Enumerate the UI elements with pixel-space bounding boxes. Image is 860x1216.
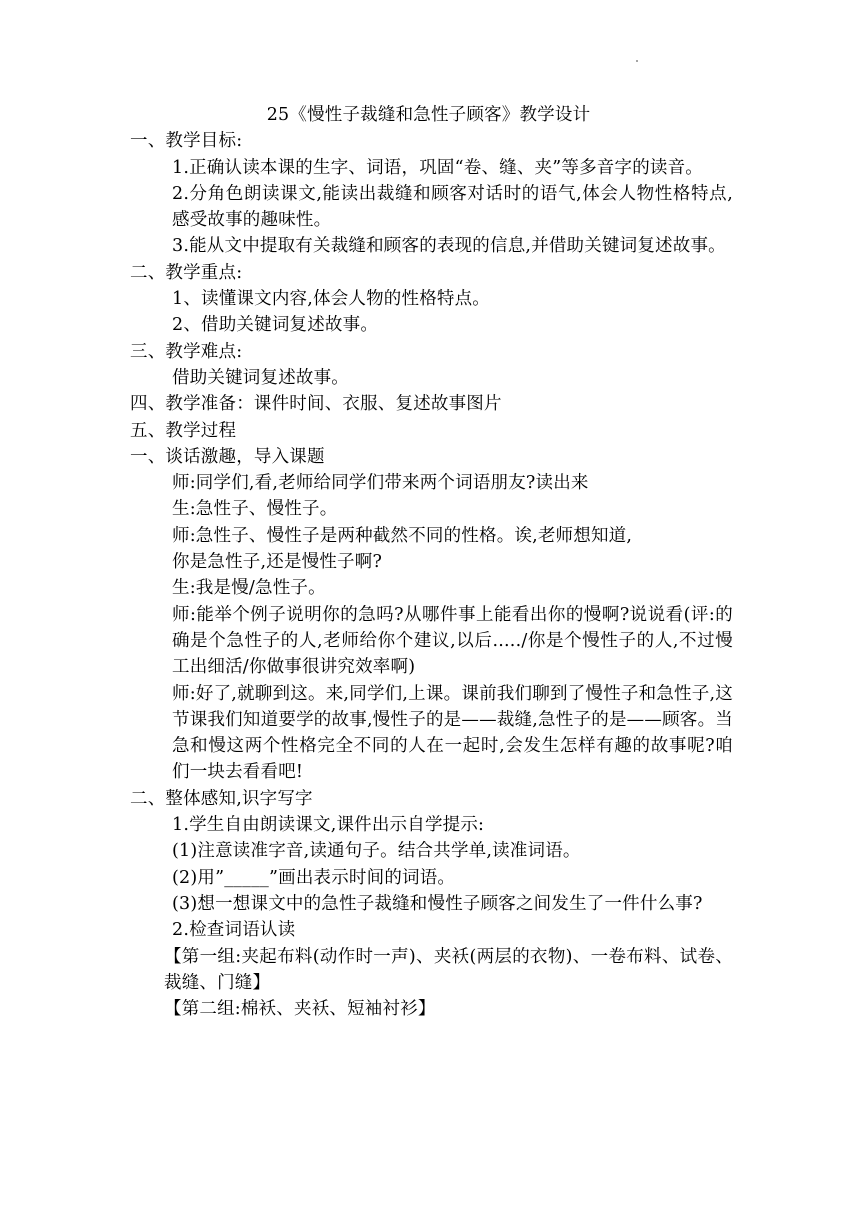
key-heading: 二、教学重点:: [130, 262, 243, 283]
step-line: 1.学生自由朗读课文,课件出示自学提示:: [172, 815, 485, 836]
document-title: 25《慢性子裁缝和急性子顾客》教学设计: [266, 105, 591, 125]
key-point-1: 1、读懂课文内容,体会人物的性格特点。: [172, 289, 490, 310]
step-paragraph: (3)想一想课文中的急性子裁缝和慢性子顾客之间发生了一件什么事?: [172, 893, 703, 914]
part2-heading: 二、整体感知,识字写字: [130, 788, 313, 809]
preparation-line: 四、教学准备：课件时间、衣服、复述故事图片: [130, 394, 502, 415]
part1-heading: 一、谈话激趣，导入课题: [130, 446, 325, 467]
step-line: (2)用”_____”画出表示时间的词语。: [172, 867, 456, 888]
dialogue-paragraph: 师:能举个例子说明你的急吗?从哪件事上能看出你的慢啊?说说看(评:的确是个急性子的人,老师给你个建议,以后...../你是个慢性子的人,不过慢工出细活/你做事很讲究效率啊): [172, 604, 733, 678]
dialogue-line: 生:急性子、慢性子。: [172, 499, 338, 520]
difficulty-heading: 三、教学难点:: [130, 341, 243, 362]
document-page: [130, 102, 733, 1022]
dialogue-paragraph: 师:好了,就聊到这。来,同学们,上课。课前我们聊到了慢性子和急性子,这节课我们知道要学的故事,慢性子的是——裁缝,急性子的是——顾客。当急和慢这两个性格完全不同的人在一起时,会发生怎样有趣的故事呢?咱们一块去看看吧!: [172, 683, 733, 783]
goal-1: 1.正确认读本课的生字、词语，巩固“卷、缝、夹”等多音字的读音。: [172, 157, 703, 178]
step-line: (1)注意读准字音,读通句子。结合共学单,读准词语。: [172, 841, 581, 862]
step-line: 2.检查词语认读: [172, 920, 296, 941]
goal-2: 2.分角色朗读课文,能读出裁缝和顾客对话时的语气,体会人物性格特点,感受故事的趣味性。: [172, 183, 733, 231]
word-group-1: 【第一组:夹起布料(动作时一声)、夹袄(两层的衣物)、一卷布料、试卷、裁缝、门缝】: [164, 946, 734, 993]
difficulty-point-1: 借助关键词复述故事。: [172, 367, 349, 388]
word-group-2: 【第二组:棉袄、夹袄、短袖衬衫】: [164, 999, 436, 1020]
process-heading: 五、教学过程: [130, 420, 237, 441]
goals-heading: 一、教学目标:: [130, 131, 243, 152]
dialogue-line: 师:急性子、慢性子是两种截然不同的性格。诶,老师想知道,: [172, 525, 633, 546]
dialogue-line: 生:我是慢/急性子。: [172, 578, 326, 599]
goal-3: 3.能从文中提取有关裁缝和顾客的表现的信息,并借助关键词复述故事。: [172, 236, 726, 257]
dialogue-line: 你是急性子,还是慢性子啊?: [172, 552, 383, 573]
page-mark-dot: [636, 60, 638, 62]
dialogue-line: 师:同学们,看,老师给同学们带来两个词语朋友?读出来: [172, 473, 589, 494]
key-point-2: 2、借助关键词复述故事。: [172, 315, 379, 336]
